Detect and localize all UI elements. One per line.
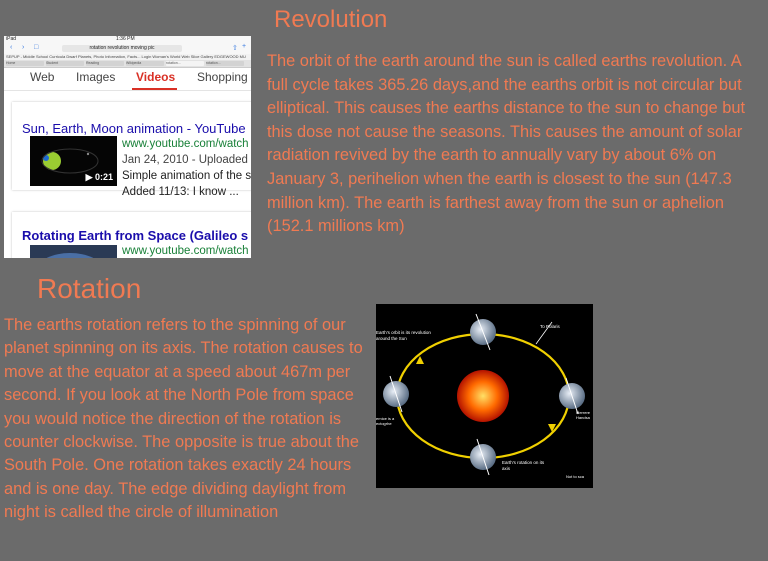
browser-tab: rotation...: [206, 61, 244, 66]
browser-toolbar: [4, 43, 251, 54]
orbit-diagram-image: [376, 304, 593, 488]
result-added: Added 11/13: I know ...: [122, 186, 239, 198]
revolution-paragraph: The orbit of the earth around the sun is called earths revolution. A full cycle takes 365.26 days,and the earths orbit is not circular but elliptical. This causes the earths distance to the sun to change but this dose not cause the seasons. This causes the amount of solar radiation revived by the earth to annually vary by about 6% on January 3, perihelion when the earth is closest to the sun (147.3 million km). The earth is farthest away from the sun or aphelion (152.1 millions km): [267, 52, 746, 236]
browser-tab: Student: [46, 61, 84, 66]
video-duration: ▶ 0:21: [85, 172, 113, 182]
result-date: Jan 24, 2010 - Uploaded: [122, 154, 248, 166]
rotation-paragraph: The earths rotation refers to the spinning of our planet spinning on its axis. The rotation causes to move at the equator at a speed about 467m per second. If you look at the North Pole from space you would notice the direction of the rotation is counter clockwise. The opposite is true about the South Pole. One rotation takes exactly 24 hours and is one day. The edge dividing daylight from night is called the circle of illumination: [4, 316, 363, 522]
result-title: Sun, Earth, Moon animation - YouTube: [22, 121, 246, 136]
revolution-title: Revolution: [274, 6, 388, 33]
address-bar: rotation revolution moving pic: [62, 45, 182, 52]
diagram-label-rotation: Earth's rotation on its axis: [502, 460, 545, 471]
video-thumbnail: [30, 245, 117, 258]
result-title: Rotating Earth from Space (Galileo s: [22, 228, 249, 243]
forward-icon: ›: [22, 44, 25, 51]
status-bar: [4, 36, 251, 43]
result-url: www.youtube.com/watch: [122, 138, 249, 150]
status-time: 1:36 PM: [116, 36, 135, 42]
search-nav: [4, 68, 251, 91]
bookmarks-bar: SEPUP - Middle School Curricula Dwarf Planets, Photo Information, Facts... Login Woman's World Web Slice Gallery EDGEWOOD MU: [4, 54, 251, 60]
diagram-label-polaris: To Polaris: [540, 324, 560, 329]
nav-shopping: Shopping: [197, 70, 248, 84]
status-device: iPad: [6, 36, 17, 42]
result-description: Simple animation of the s: [122, 170, 251, 182]
diagram-label-right: Merrere Handsa: [576, 410, 591, 420]
nav-videos: Videos: [136, 70, 176, 84]
bookmarks-icon: □: [34, 44, 39, 51]
browser-tab: Reading: [86, 61, 124, 66]
diagram-label-corner: Not to sca: [566, 474, 585, 479]
rotation-title: Rotation: [37, 273, 142, 304]
nav-web: Web: [30, 70, 55, 84]
diagram-label-left: ernice is a ectogrhe: [376, 416, 395, 426]
browser-tab-active: rotation...: [166, 61, 204, 66]
share-icon: ⇧: [232, 45, 238, 52]
orbit-diagram-svg: [376, 304, 593, 488]
nav-images: Images: [76, 70, 116, 84]
back-icon: ‹: [10, 44, 13, 51]
browser-tab: Wikipedia: [126, 61, 164, 66]
result-url: www.youtube.com/watch: [122, 245, 249, 257]
nav-active-underline: [132, 88, 177, 90]
earth-from-space-image: [30, 245, 117, 258]
diagram-label-orbit: Earth's orbit is its revolution around the Sun: [376, 330, 431, 341]
video-thumbnail: [30, 136, 117, 186]
tab-strip: [4, 60, 251, 68]
browser-tab: Home: [6, 61, 44, 66]
new-tab-icon: +: [242, 43, 247, 50]
browser-screenshot-image: [4, 36, 251, 258]
sun-icon: [457, 370, 509, 422]
